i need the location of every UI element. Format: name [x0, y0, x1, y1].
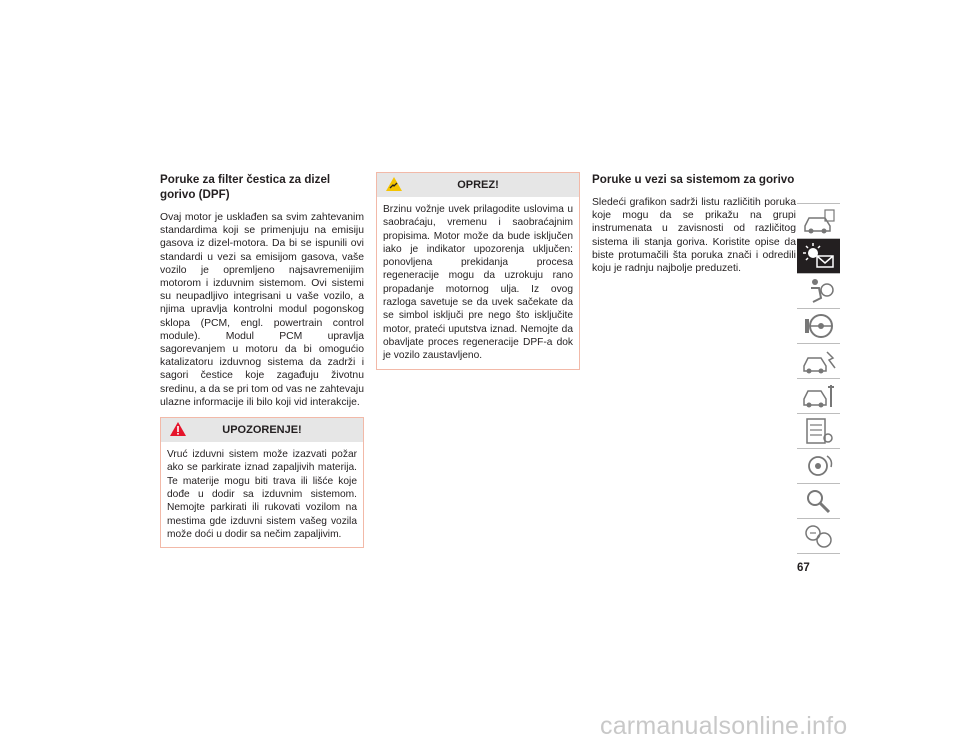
specifications-list-icon [801, 416, 837, 446]
tab-emergency[interactable] [797, 344, 840, 379]
section-body-dpf: Ovaj motor je usklađen sa svim zahtevanim standardima koji se primenjuju na emisiju gasova iz dizel-motora. Da bi se ispunili ovi standardi u vezi sa emisijom gasova, vaše vozilo je opremljeno najsavremenijim motorom i izduvnim sistemom. Ovi sistemi su neupadljivo integrisani u vaše vozilo, a njima upravlja kontrolni modul pogonskog sklopa (PCM, engl. powertrain control module). Modul PCM upravlja sagorevanjem u motoru da bi omogućio katalizatoru izduvnog sistema da zadrži i sagori čestice koje zagađuju životnu sredinu, a da se pri tom od vas ne zahtevaju ulazne informacije ili bilo koji vid interakcije. [160, 212, 364, 408]
search-index-icon [801, 486, 837, 516]
caution-text: Brzinu vožnje uvek prilagodite uslovima u saobraćaju, vremenu i saobraćajnim propisima. Motor može da bude isključen iako je indikator upozorenja uključen: ponovljena prekidanja procesa regeneracije mogu da uzrokuju rano propadanje motornog ulja. Iz ovog razloga savetuje se da uvek sačekate da se simbol isključi pre nego što isključite motor, prateći uputstva iznad. Nemojte da obavljate proces regeneracije DPF-a dok je vozilo zaustavljeno. [383, 204, 573, 362]
section-body-fuel: Sledeći grafikon sadrži listu različitih poruka koje mogu da se prikažu na grupi instrumenata u zavisnosti od različitog sistema ili stanja goriva. Koristite opise da biste protumačili šta poruka znači i odredili koju je radnju najbolje preduzeti. [592, 197, 796, 275]
tab-languages[interactable] [797, 519, 840, 554]
warning-box [160, 417, 364, 548]
column-middle [376, 172, 580, 370]
section-title-fuel: Poruke u vezi sa sistemom za gorivo [592, 173, 795, 186]
warning-triangle-icon [169, 421, 187, 437]
car-info-icon [801, 206, 837, 236]
tab-specifications[interactable] [797, 414, 840, 449]
column-left [160, 172, 364, 548]
warning-header [161, 418, 363, 442]
warning-light-message-icon [801, 241, 837, 271]
section-title-dpf: Poruke za filter čestica za dizel gorivo (DPF) [160, 173, 331, 201]
page-number: 67 [797, 562, 810, 574]
tab-multimedia[interactable] [797, 449, 840, 484]
car-crash-icon [801, 346, 837, 376]
multimedia-icon [801, 451, 837, 481]
tab-starting-driving[interactable] [797, 309, 840, 344]
caution-box [376, 172, 580, 370]
watermark: carmanualsonline.info [600, 712, 848, 740]
airbag-safety-icon [801, 276, 837, 306]
warning-text: Vruć izduvni sistem može izazvati požar ako se parkirate iznad zapaljivih materija. Te materije mogu biti trava ili lišće koje dođe u dodir sa izduvnim sistemom. Nemojte parkirati ili rukovati vozilom na mestima gde izduvni sistem vašeg vozila može doći u dodir sa nečim zapaljivim. [167, 449, 357, 540]
car-service-icon [801, 381, 837, 411]
caution-header [377, 173, 579, 197]
steering-wheel-icon [801, 311, 837, 341]
caution-triangle-icon [385, 176, 403, 192]
tab-safety[interactable] [797, 274, 840, 309]
column-right [592, 172, 796, 275]
tab-service[interactable] [797, 379, 840, 414]
tab-index[interactable] [797, 484, 840, 519]
chapter-tabs [797, 203, 840, 554]
warning-title: UPOZORENJE! [222, 424, 302, 437]
caution-title: OPREZ! [457, 179, 499, 191]
tab-car-info[interactable] [797, 203, 840, 239]
language-icon [801, 521, 837, 551]
tab-warning-lights[interactable] [797, 239, 840, 274]
